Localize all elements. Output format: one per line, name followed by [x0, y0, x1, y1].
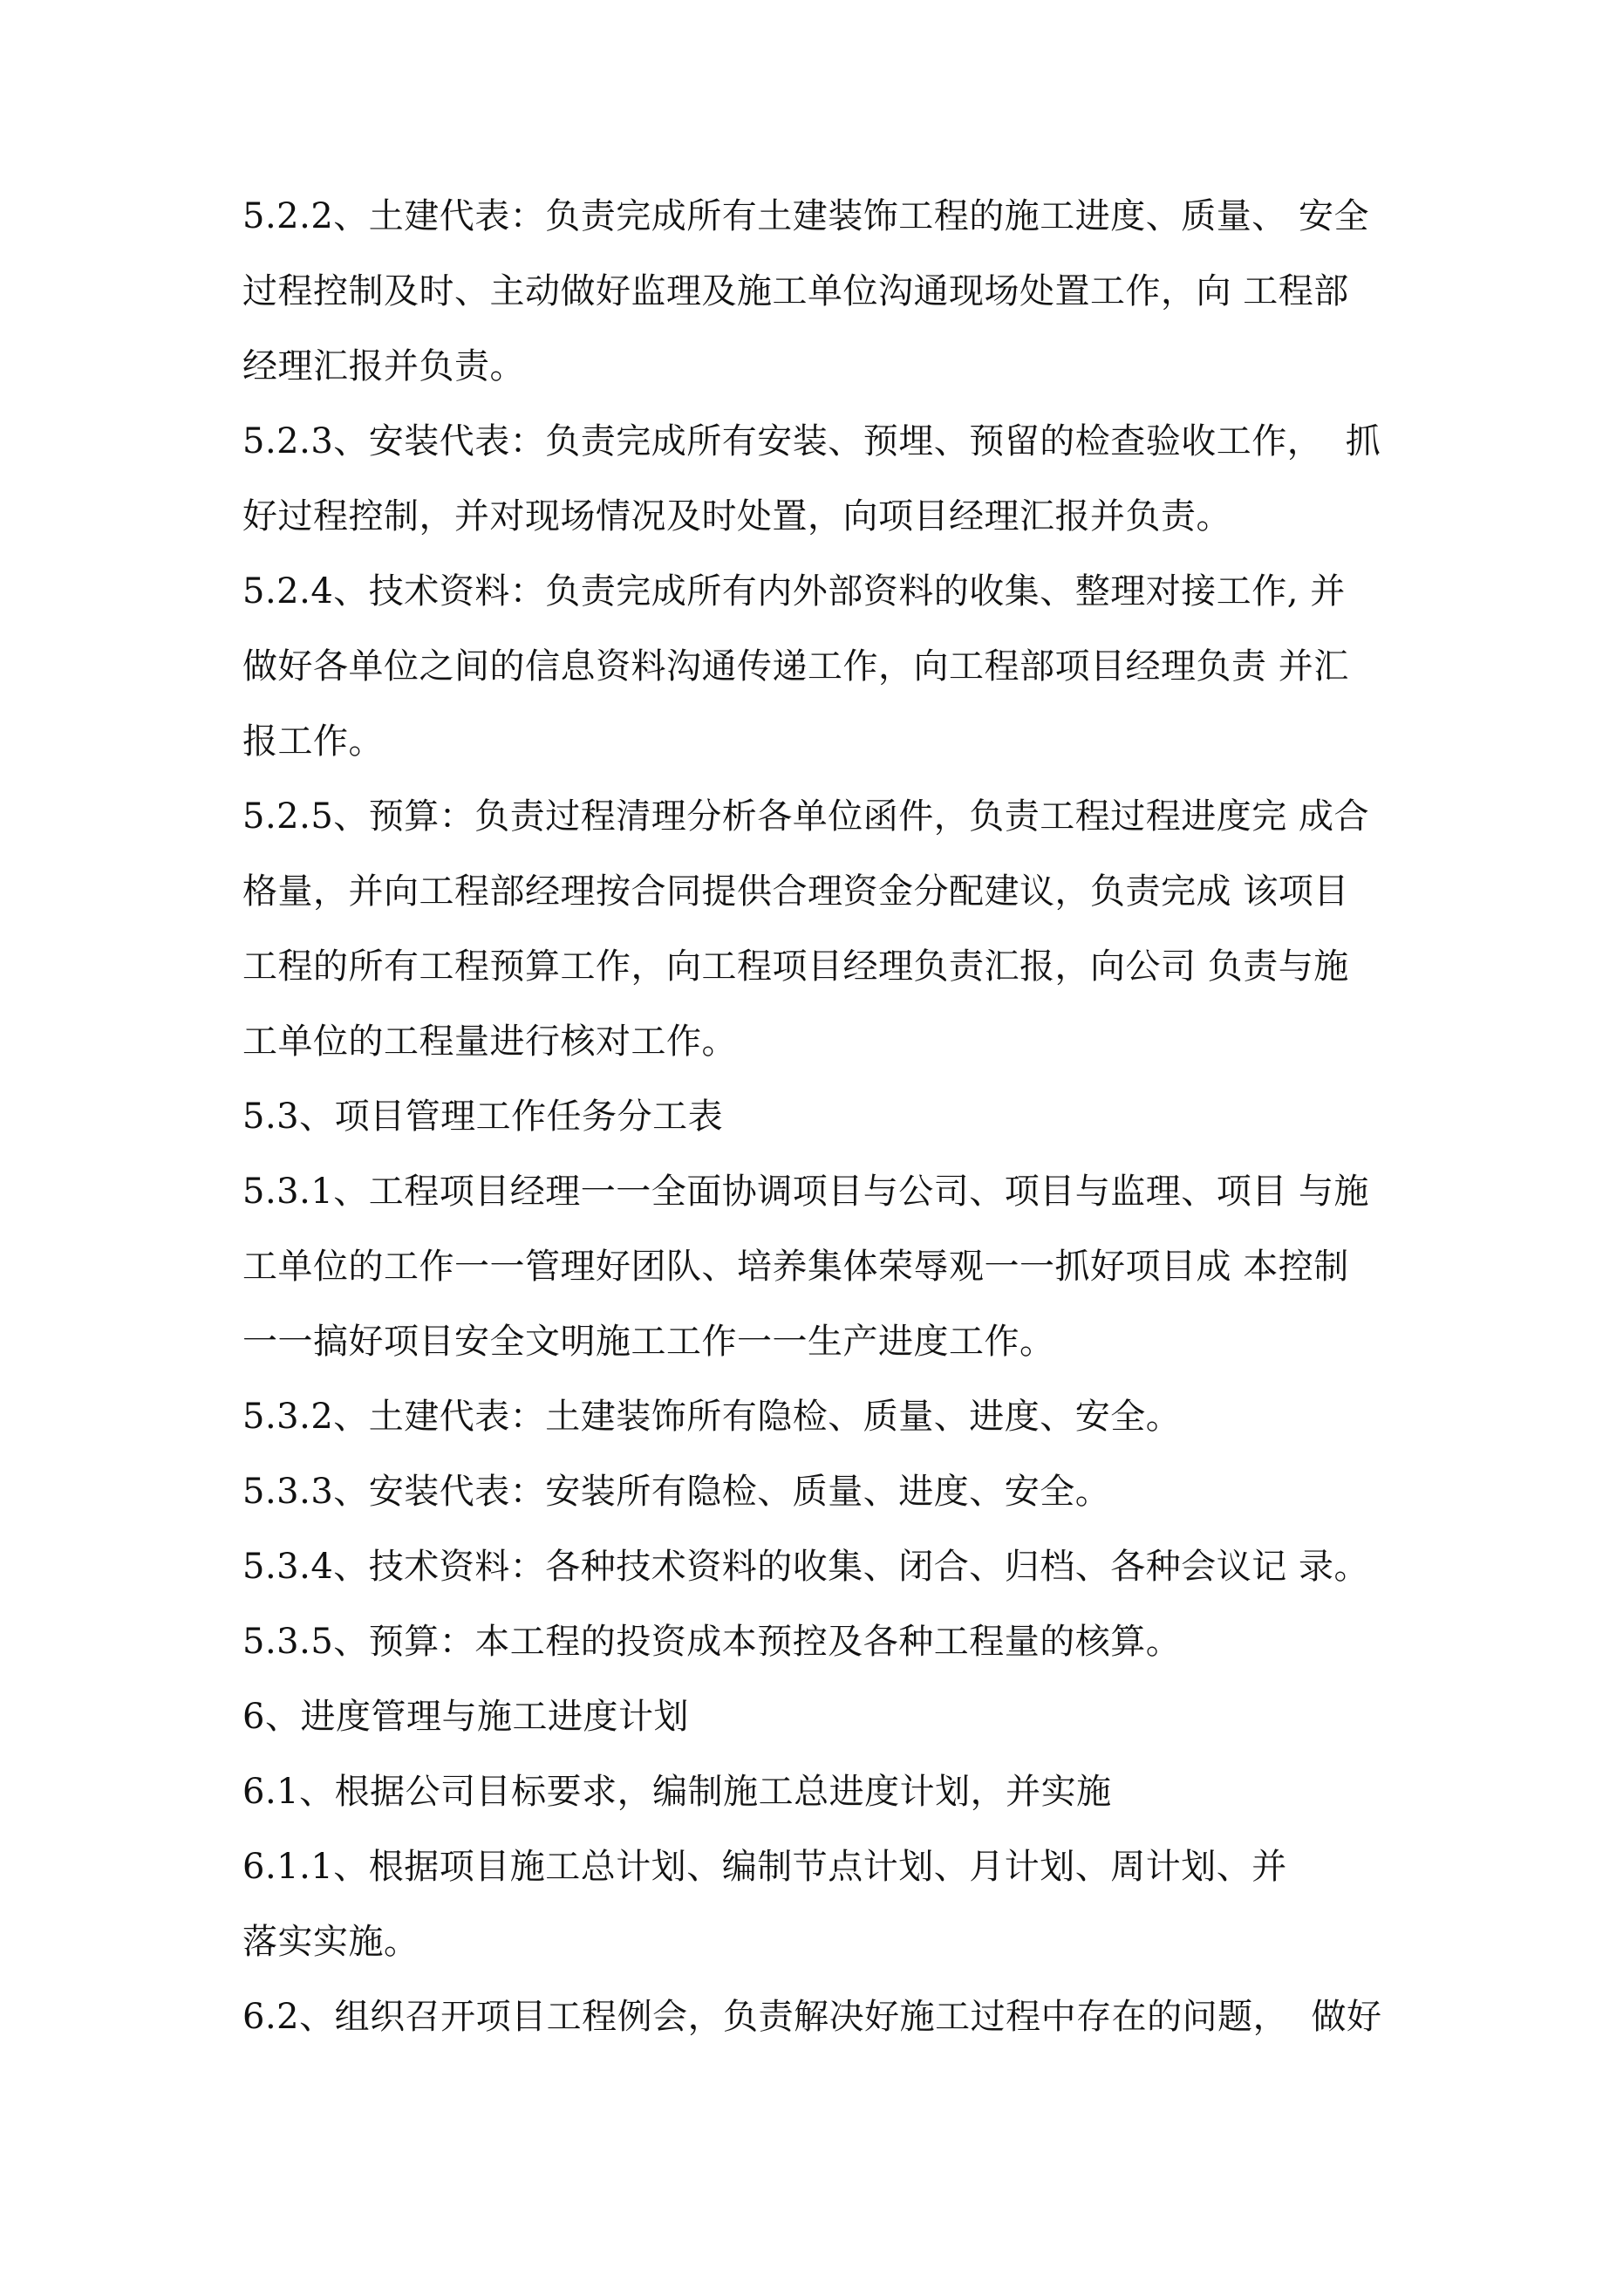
- text-line: 工程的所有工程预算工作，向工程项目经理负责汇报，向公司 负责与施: [242, 946, 1349, 987]
- text-line: 工单位的工程量进行核对工作。: [242, 1022, 737, 1062]
- text-line: 5.3.2、土建代表：土建装饰所有隐检、质量、进度、安全。: [242, 1397, 1182, 1437]
- text-line: 5.3.1、工程项目经理一一全面协调项目与公司、项目与监理、项目 与施: [242, 1172, 1369, 1212]
- text-line: 5.3.5、预算：本工程的投资成本预控及各种工程量的核算。: [242, 1622, 1182, 1662]
- paragraph: [242, 1079, 1411, 1154]
- paragraph: [242, 1979, 1411, 2054]
- paragraph: [242, 1829, 1411, 1979]
- text-line: 工单位的工作一一管理好团队、培养集体荣辱观一一抓好项目成 本控制: [242, 1247, 1349, 1287]
- paragraph: [242, 1379, 1411, 1454]
- text-line: 5.3、项目管理工作任务分工表: [242, 1097, 724, 1137]
- text-line: 落实实施。: [242, 1922, 419, 1962]
- text-line: 好过程控制，并对现场情况及时处置，向项目经理汇报并负责。: [242, 496, 1231, 536]
- paragraph: [242, 779, 1411, 1079]
- text-line: 经理汇报并负责。: [242, 346, 525, 386]
- text-line: 格量，并向工程部经理按合同提供合理资金分配建议，负责完成 该项目: [242, 871, 1349, 912]
- text-line: 报工作。: [242, 721, 384, 762]
- text-line: 5.3.4、技术资料：各种技术资料的收集、闭合、归档、各种会议记 录。: [242, 1547, 1369, 1587]
- paragraph: [242, 1454, 1411, 1529]
- text-line: 6.1、根据公司目标要求，编制施工总进度计划，并实施: [242, 1772, 1112, 1812]
- text-line: 5.3.3、安装代表：安装所有隐检、质量、进度、安全。: [242, 1472, 1111, 1512]
- text-line: 做好各单位之间的信息资料沟通传递工作，向工程部项目经理负责 并汇: [242, 646, 1349, 687]
- text-line: 一一搞好项目安全文明施工工作一一生产进度工作。: [242, 1322, 1055, 1362]
- paragraph: [242, 554, 1411, 779]
- paragraph: [242, 179, 1411, 404]
- text-line: 5.2.5、预算：负责过程清理分析各单位函件，负责工程过程进度完 成合: [242, 796, 1369, 837]
- paragraph: [242, 1529, 1411, 1604]
- text-line: 5.2.4、技术资料：负责完成所有内外部资料的收集、整理对接工作, 并: [242, 571, 1346, 612]
- text-line: 5.2.2、土建代表：负责完成所有土建装饰工程的施工进度、质量、 安全: [242, 196, 1369, 236]
- text-line: 6、进度管理与施工进度计划: [242, 1697, 689, 1737]
- document-body: [242, 179, 1411, 2054]
- paragraph: [242, 1754, 1411, 1829]
- text-line: 过程控制及时、主动做好监理及施工单位沟通现场处置工作，向 工程部: [242, 271, 1349, 311]
- text-line: 6.2、组织召开项目工程例会，负责解决好施工过程中存在的问题， 做好: [242, 1997, 1382, 2037]
- text-line: 5.2.3、安装代表：负责完成所有安装、预埋、预留的检查验收工作， 抓: [242, 421, 1381, 461]
- paragraph: [242, 404, 1411, 554]
- paragraph: [242, 1154, 1411, 1379]
- text-line: 6.1.1、根据项目施工总计划、编制节点计划、月计划、周计划、并: [242, 1847, 1287, 1887]
- paragraph: [242, 1679, 1411, 1754]
- paragraph: [242, 1604, 1411, 1679]
